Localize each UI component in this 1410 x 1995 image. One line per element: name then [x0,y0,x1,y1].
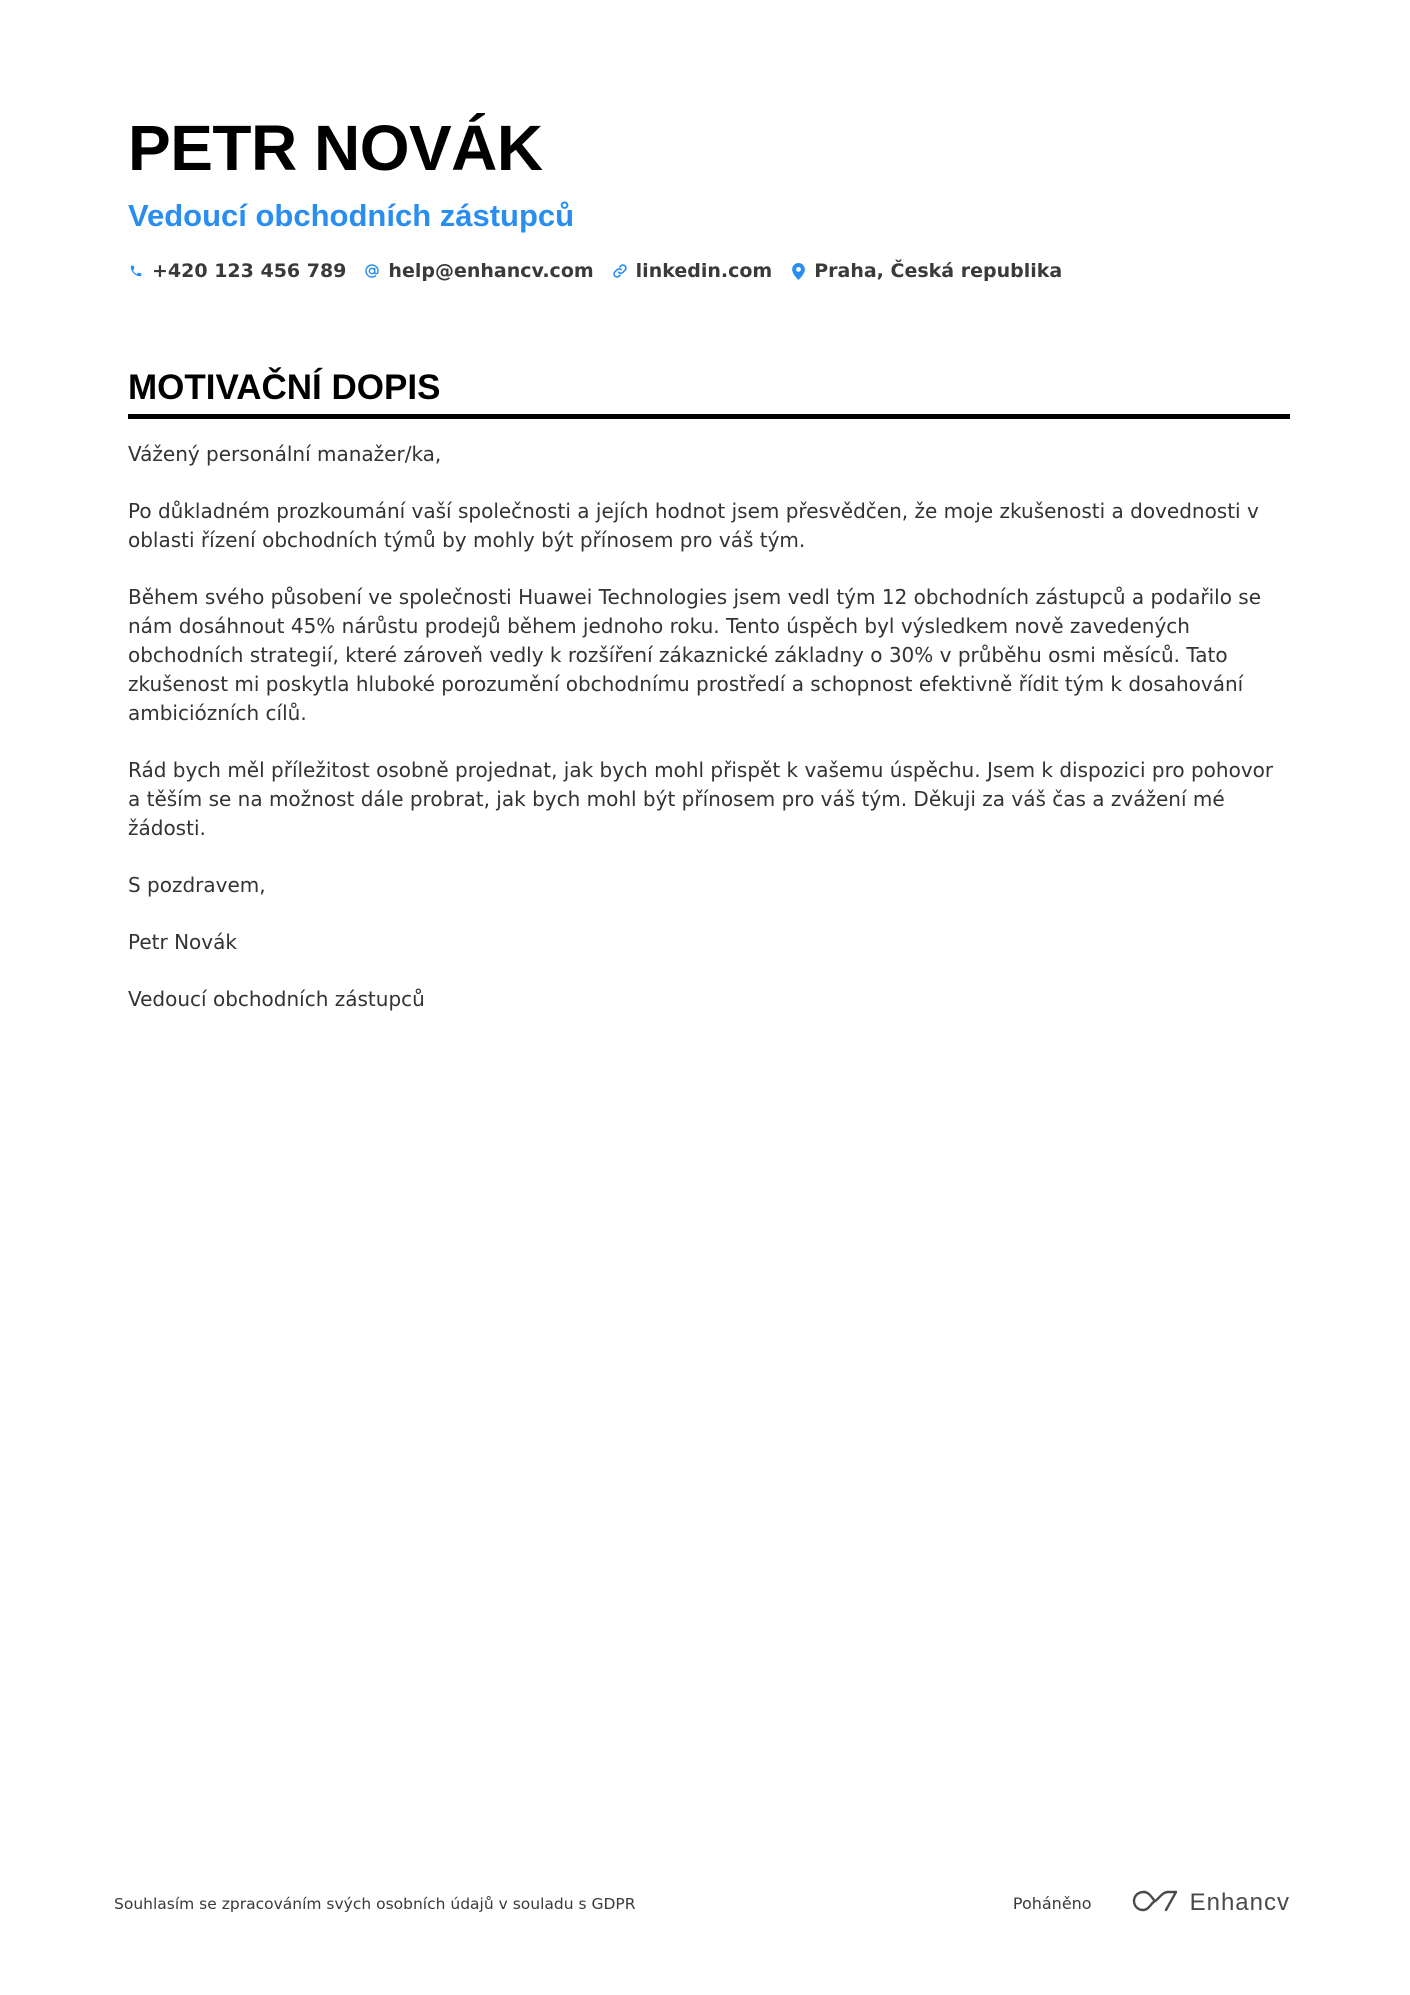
candidate-role: Vedoucí obchodních zástupců [128,198,575,233]
header [128,110,1290,282]
contact-linkedin-text: linkedin.com [635,260,773,282]
letter-greeting: Vážený personální manažer/ka, [128,442,442,466]
letter-paragraph: Během svého působení ve společnosti Huawei Technologies jsem vedl tým 12 obchodních zástupců a podařilo se nám dosáhnout 45% nárůstu prodejů během jednoho roku. Tento úspěch byl výsledkem nově zavedených obchodních strategií, které zároveň vedly k rozšíření zákaznické základny o 30% v průběhu osmi měsíců. Tato zkušenost mi poskytla hluboké porozumění obchodnímu prostředí a schopnost efektivně řídit tým k dosahování ambiciózních cílů. [128,585,1262,725]
powered-by [1013,1888,1290,1918]
gdpr-consent: Souhlasím se zpracováním svých osobních údajů v souladu s GDPR [114,1895,636,1913]
phone-icon [128,262,144,280]
location-pin-icon [790,262,806,280]
letter-paragraph: Po důkladném prozkoumání vaší společnosti a jejích hodnot jsem přesvědčen, že moje zkušenosti a dovednosti v oblasti řízení obchodních týmů by mohly být přínosem pro váš tým. [128,499,1259,552]
candidate-name: PETR NOVÁK [128,112,543,184]
contact-email[interactable] [364,260,593,282]
signature-role: Vedoucí obchodních zástupců [128,987,425,1011]
powered-by-label: Poháněno [1012,1893,1092,1913]
letter-body [128,440,1290,1042]
contact-phone [128,260,346,282]
contact-location-text: Praha, Česká republika [814,260,1063,282]
letter-closing: S pozdravem, [128,873,266,897]
link-icon [612,262,628,280]
at-icon [364,262,380,280]
section-title: MOTIVAČNÍ DOPIS [128,366,1290,419]
signature-name: Petr Novák [128,930,237,954]
enhancv-brand[interactable] [1132,1888,1290,1918]
enhancv-brand-name: Enhancv [1189,1889,1290,1916]
contact-email-text: help@enhancv.com [388,260,594,282]
contact-bar [128,260,1290,282]
contact-linkedin[interactable] [612,260,773,282]
enhancv-logo-icon [1132,1888,1178,1918]
contact-phone-text: +420 123 456 789 [152,260,347,282]
letter-paragraph: Rád bych měl příležitost osobně projednat, jak bych mohl přispět k vašemu úspěchu. Jsem k dispozici pro pohovor a těším se na možnost dále probrat, jak bych mohl být přínosem pro váš tým. Děkuji za váš čas a zvážení mé žádosti. [128,758,1274,840]
contact-location [790,260,1062,282]
